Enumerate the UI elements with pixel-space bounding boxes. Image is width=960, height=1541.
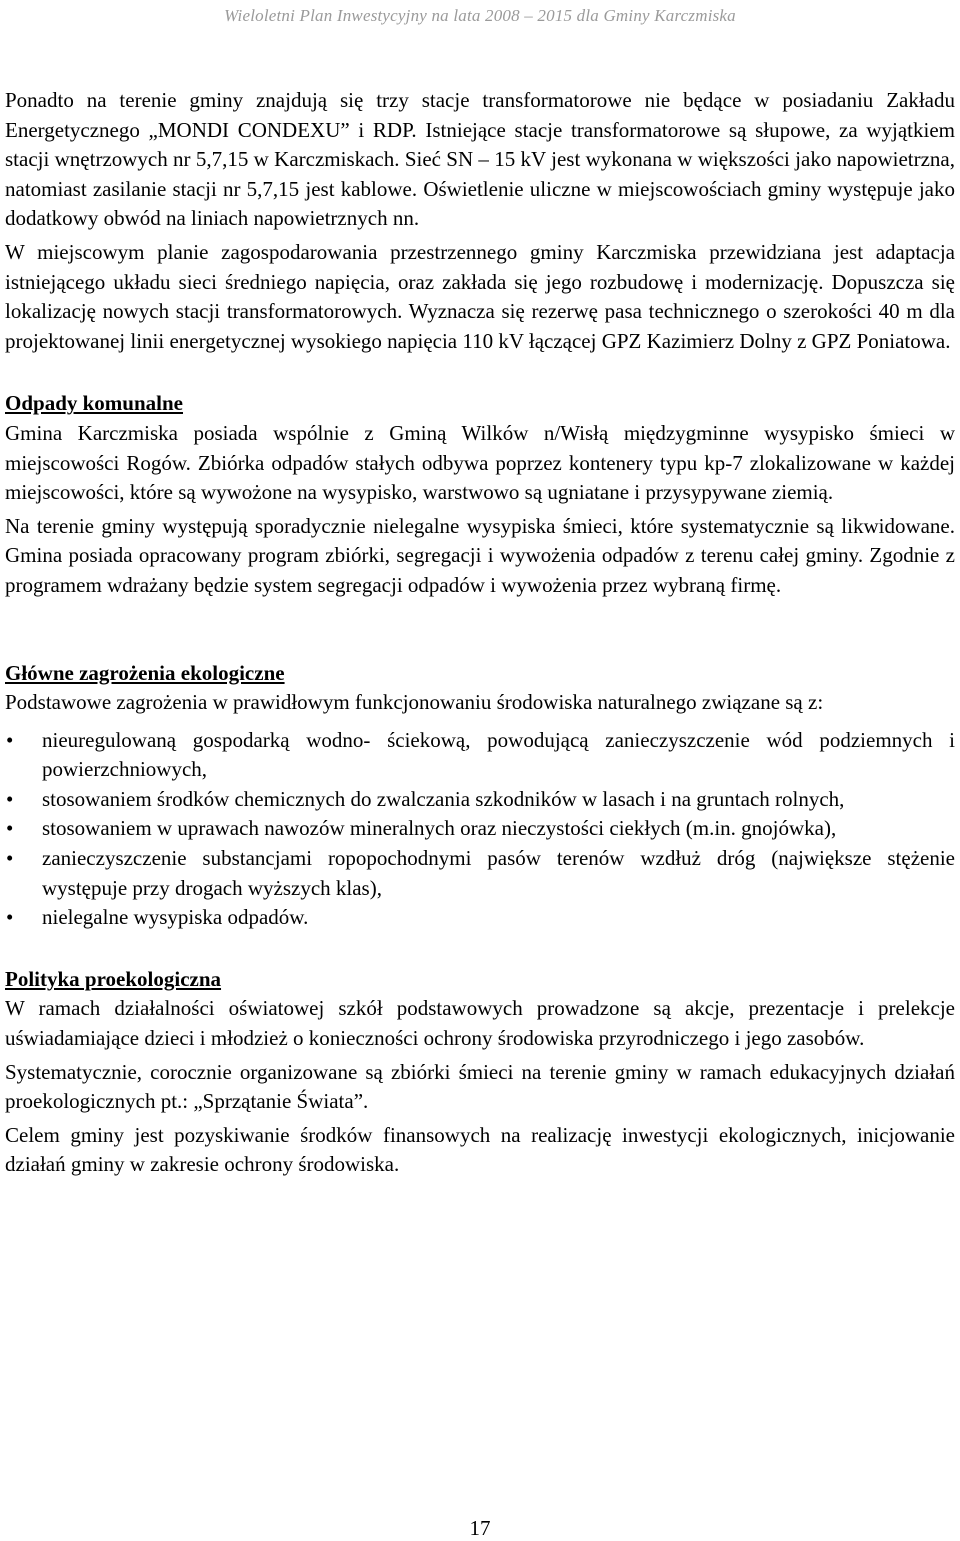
list-item-text: zanieczyszczenie substancjami ropopochodnymi pasów terenów wzdłuż dróg (największe stężenie występuje przy drogach wyższych klas), <box>42 846 955 900</box>
list-item <box>5 726 955 785</box>
policy-paragraph-1: W ramach działalności oświatowej szkół podstawowych prowadzone są akcje, prezentacje i prelekcje uświadamiające dzieci i młodzież o konieczności ochrony środowiska przyrodniczego i jego zasobów. <box>5 996 955 1051</box>
list-item <box>5 785 955 815</box>
waste-paragraph-1: Gmina Karczmiska posiada wspólnie z Gminą Wilków n/Wisłą międzygminne wysypisko śmieci w miejscowości Rogów. Zbiórka odpadów stałych odbywa poprzez kontenery typu kp-7 zlokalizowane w każdej miejscowości, które są wywożone na wysypisko, warstwowo są ugniatane i przysypywane ziemią. <box>5 420 955 505</box>
list-item <box>5 814 955 844</box>
page-number: 17 <box>469 1516 491 1540</box>
list-item-text: nieuregulowaną gospodarką wodno- ściekową, powodującą zanieczyszczenie wód podziemnych i powierzchniowych, <box>42 727 955 782</box>
list-item-text: stosowaniem środków chemicznych do zwalczania szkodników w lasach i na gruntach rolnych, <box>42 786 845 811</box>
list-item <box>5 903 955 933</box>
waste-heading: Odpady komunalne <box>5 391 183 416</box>
threats-heading: Główne zagrożenia ekologiczne <box>5 660 285 685</box>
running-header: Wieloletni Plan Inwestycyjny na lata 2008 – 2015 dla Gminy Karczmiska <box>224 6 736 25</box>
policy-heading: Polityka proekologiczna <box>5 966 222 991</box>
bullet-icon: • <box>6 786 14 811</box>
energy-paragraph-2: W miejscowym planie zagospodarowania przestrzennego gminy Karczmiska przewidziana jest adaptacja istniejącego układu sieci średniego napięcia, oraz zakłada się jego rozbudowę i modernizację. Dopuszcza się lokalizację nowych stacji transformatorowych. Wyznacza się rezerwę pasa technicznego o szerokości 40 m dla projektowanej linii energetycznej wysokiego napięcia 110 kV łączącej GPZ Kazimierz Dolny z GPZ Poniatowa. <box>5 239 955 353</box>
energy-paragraph-1: Ponadto na terenie gminy znajdują się trzy stacje transformatorowe nie będące w posiadaniu Zakładu Energetycznego „MONDI CONDEXU” i RDP. Istniejące stacje transformatorowe są słupowe, za wyjątkiem stacji wnętrzowych nr 5,7,15 w Karczmiskach. Sieć SN – 15 kV jest wykonana w większości jako napowietrzna, natomiast zasilanie stacji nr 5,7,15 jest kablowe. Oświetlenie uliczne w miejscowościach gminy występuje jako dodatkowy obwód na liniach napowietrznych nn. <box>5 88 955 231</box>
bullet-icon: • <box>6 816 14 841</box>
list-item-text: nielegalne wysypiska odpadów. <box>42 905 309 930</box>
bullet-icon: • <box>6 905 14 930</box>
threats-intro: Podstawowe zagrożenia w prawidłowym funkcjonowaniu środowiska naturalnego związane są z: <box>5 690 824 715</box>
policy-paragraph-2: Systematycznie, corocznie organizowane są zbiórki śmieci na terenie gminy w ramach edukacyjnych działań proekologicznych pt.: „Sprzątanie Świata”. <box>5 1059 955 1114</box>
threats-list <box>5 726 955 933</box>
list-item-text: stosowaniem w uprawach nawozów mineralnych oraz nieczystości ciekłych (m.in. gnojówka), <box>42 816 837 841</box>
list-item <box>5 844 955 903</box>
waste-paragraph-2: Na terenie gminy występują sporadycznie nielegalne wysypiska śmieci, które systematycznie są likwidowane. Gmina posiada opracowany program zbiórki, segregacji i wywożenia odpadów z terenu całej gminy. Zgodnie z programem wdrażany będzie system segregacji odpadów i wywożenia przez wybraną firmę. <box>5 513 955 597</box>
bullet-icon: • <box>6 846 14 871</box>
bullet-icon: • <box>6 727 14 752</box>
document-body <box>5 86 955 1180</box>
policy-paragraph-3: Celem gminy jest pozyskiwanie środków finansowych na realizację inwestycji ekologicznych, inicjowanie działań gminy w zakresie ochrony środowiska. <box>5 1122 955 1177</box>
